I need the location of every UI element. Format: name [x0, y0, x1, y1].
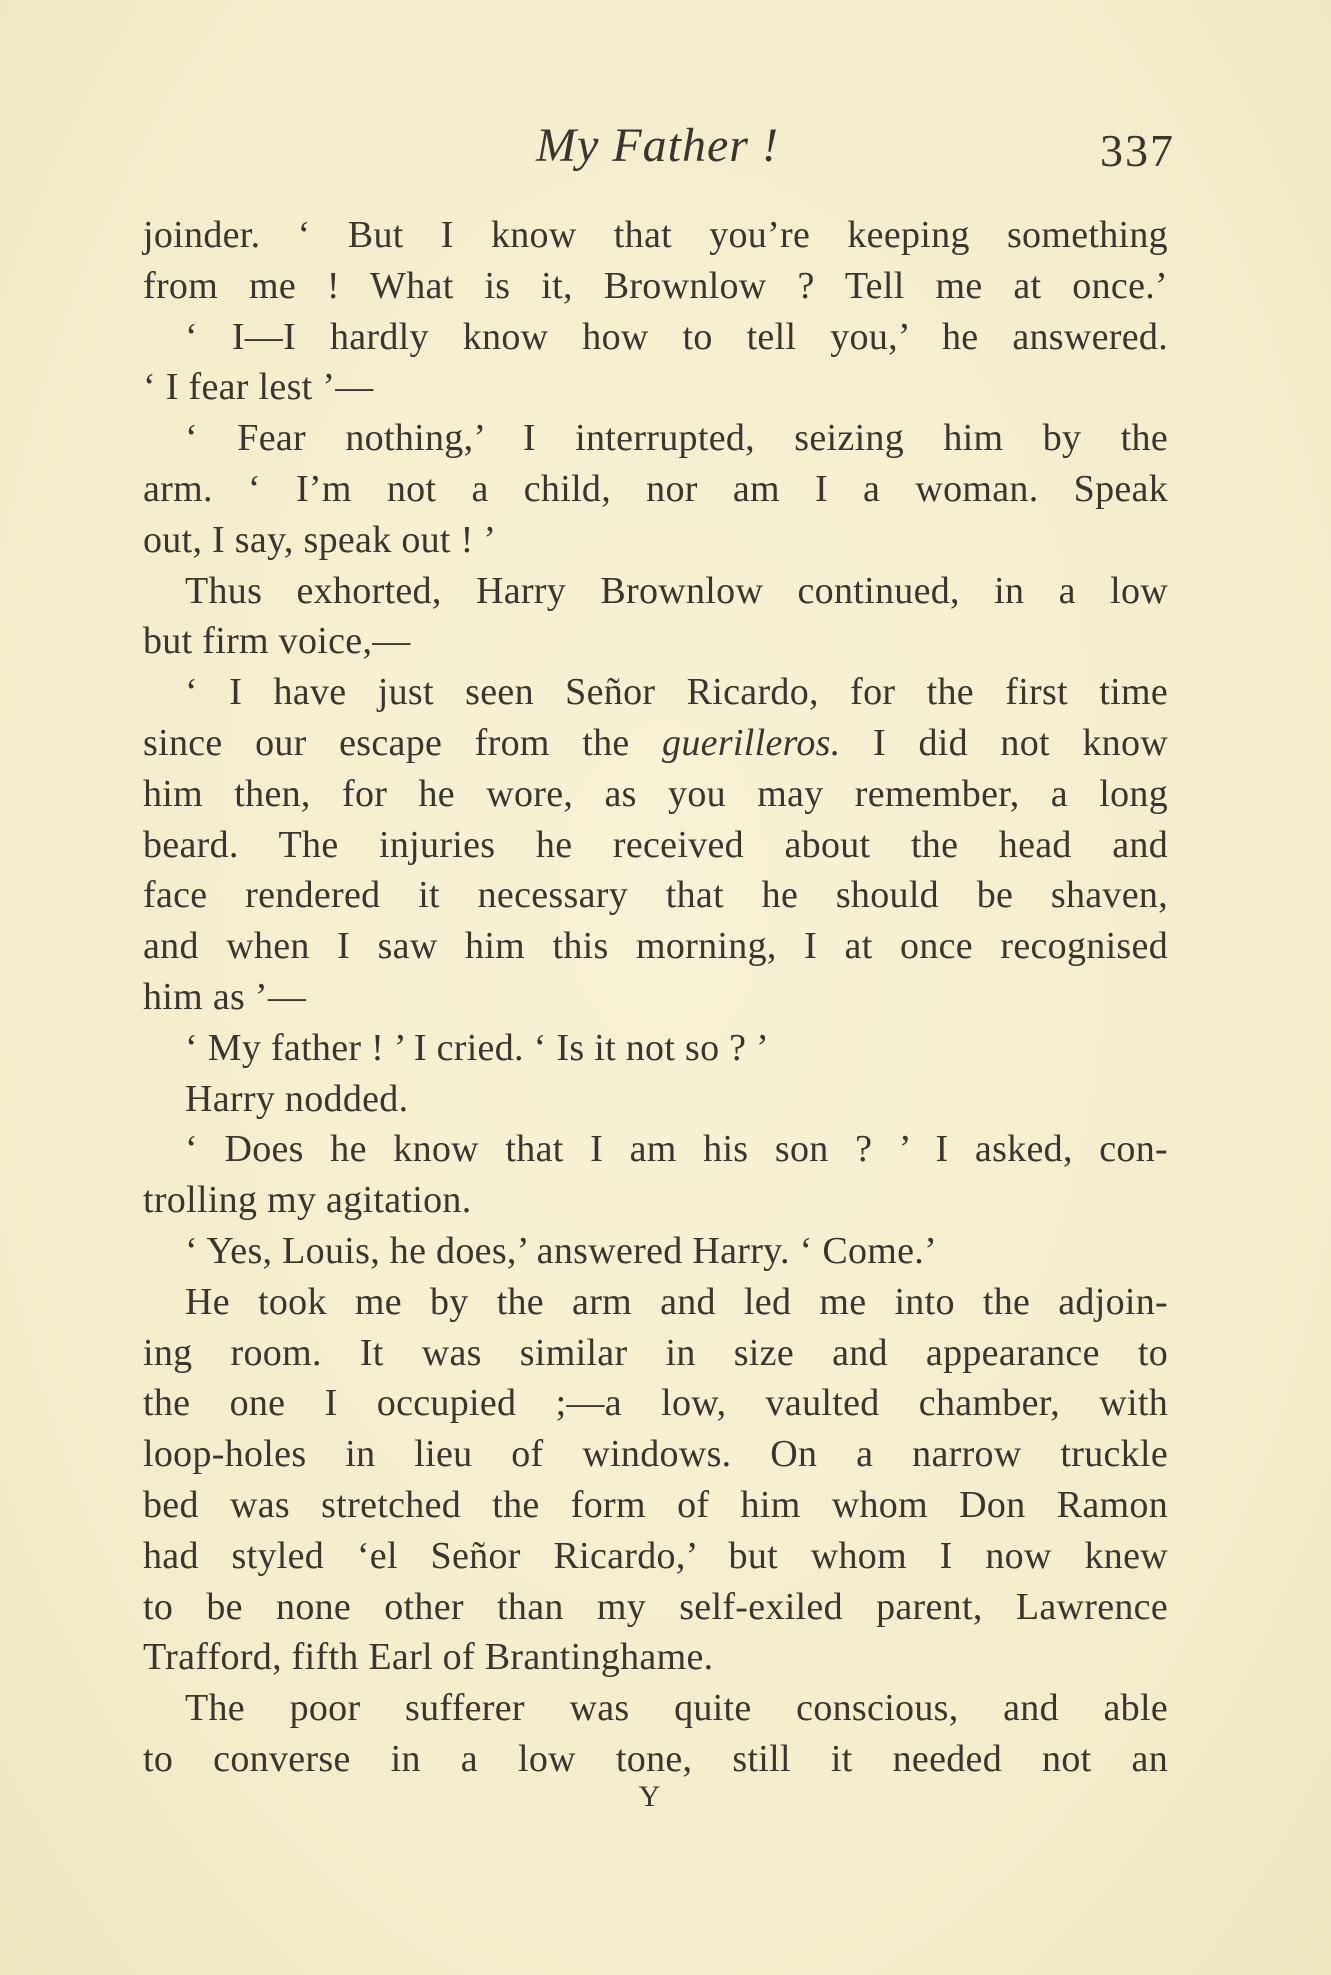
text-segment: I did not know [840, 721, 1168, 764]
text-line [143, 566, 1168, 617]
text-line [143, 870, 1168, 921]
text-line [143, 362, 1168, 413]
text-segment: Thus exhorted, Harry Brownlow continued, in a low [185, 569, 1168, 612]
text-segment: since our escape from the [143, 721, 663, 764]
text-segment: to be none other than my self-exiled parent, Lawrence [143, 1585, 1168, 1628]
text-line [143, 1734, 1168, 1785]
text-line [143, 921, 1168, 972]
text-segment: out, I say, speak out ! ’ [143, 518, 497, 561]
text-line [143, 1175, 1168, 1226]
text-segment: loop-holes in lieu of windows. On a narrow truckle [143, 1433, 1168, 1476]
body-text [143, 210, 1168, 1785]
page-number: 337 [1100, 125, 1175, 176]
text-line [143, 515, 1168, 566]
text-segment: but firm voice,— [143, 620, 411, 663]
text-segment: joinder. ‘ But I know that you’re keeping something [143, 214, 1168, 256]
text-segment: ‘ My father ! ’ I cried. ‘ Is it not so ? ’ [185, 1026, 770, 1069]
text-line [143, 820, 1168, 871]
signature-mark: Y [638, 1780, 662, 1813]
text-segment: ‘ I—I hardly know how to tell you,’ he answered. [185, 315, 1168, 358]
text-segment: ‘ Fear nothing,’ I interrupted, seizing him by the [185, 417, 1168, 460]
text-line [143, 1632, 1168, 1683]
text-segment: The poor sufferer was quite conscious, and able [185, 1687, 1168, 1730]
text-segment: and when I saw him this morning, I at once recognised [143, 925, 1168, 968]
text-segment: ‘ I fear lest ’— [143, 366, 374, 409]
text-segment: from me ! What is it, Brownlow ? Tell me at once.’ [143, 264, 1168, 307]
text-segment: Harry nodded. [185, 1077, 409, 1120]
text-line [143, 413, 1168, 464]
text-line [143, 1582, 1168, 1633]
text-segment: ‘ Does he know that I am his son ? ’ I asked, con- [185, 1128, 1168, 1171]
text-line [143, 1023, 1168, 1074]
text-line [143, 1074, 1168, 1125]
text-segment: face rendered it necessary that he should be shaven, [143, 874, 1168, 917]
text-line [143, 464, 1168, 515]
text-line [143, 1328, 1168, 1379]
text-segment: ing room. It was similar in size and appearance to [143, 1331, 1168, 1374]
italic-segment: guerilleros. [662, 721, 841, 764]
text-segment: to converse in a low tone, still it needed not an [143, 1737, 1168, 1780]
running-head [140, 118, 1175, 188]
text-segment: him then, for he wore, as you may remember, a long [143, 772, 1168, 815]
running-title: My Father ! [536, 119, 779, 172]
text-segment: He took me by the arm and led me into the adjoin- [185, 1280, 1168, 1323]
text-line [143, 1226, 1168, 1277]
text-segment: the one I occupied ;—a low, vaulted chamber, with [143, 1382, 1168, 1425]
text-line [143, 769, 1168, 820]
text-line [143, 1124, 1168, 1175]
text-segment: ‘ Yes, Louis, he does,’ answered Harry. ‘ Come.’ [185, 1229, 938, 1272]
text-line [143, 1277, 1168, 1328]
text-line [143, 1378, 1168, 1429]
text-line [143, 1683, 1168, 1734]
text-segment: bed was stretched the form of him whom Don Ramon [143, 1483, 1168, 1526]
text-line [143, 210, 1168, 261]
text-segment: arm. ‘ I’m not a child, nor am I a woman. Speak [143, 467, 1168, 510]
text-line [143, 616, 1168, 667]
text-line [143, 1429, 1168, 1480]
text-line [143, 1531, 1168, 1582]
text-line [143, 972, 1168, 1023]
text-segment: had styled ‘el Señor Ricardo,’ but whom I now knew [143, 1534, 1168, 1577]
text-segment: Trafford, fifth Earl of Brantinghame. [143, 1636, 714, 1679]
text-segment: him as ’— [143, 975, 307, 1018]
text-line [143, 667, 1168, 718]
text-line [143, 312, 1168, 363]
text-segment: trolling my agitation. [143, 1179, 472, 1222]
text-segment: beard. The injuries he received about the head and [143, 823, 1168, 866]
text-line [143, 1480, 1168, 1531]
text-line [143, 718, 1168, 769]
text-line [143, 261, 1168, 312]
text-segment: ‘ I have just seen Señor Ricardo, for the first time [185, 671, 1168, 714]
